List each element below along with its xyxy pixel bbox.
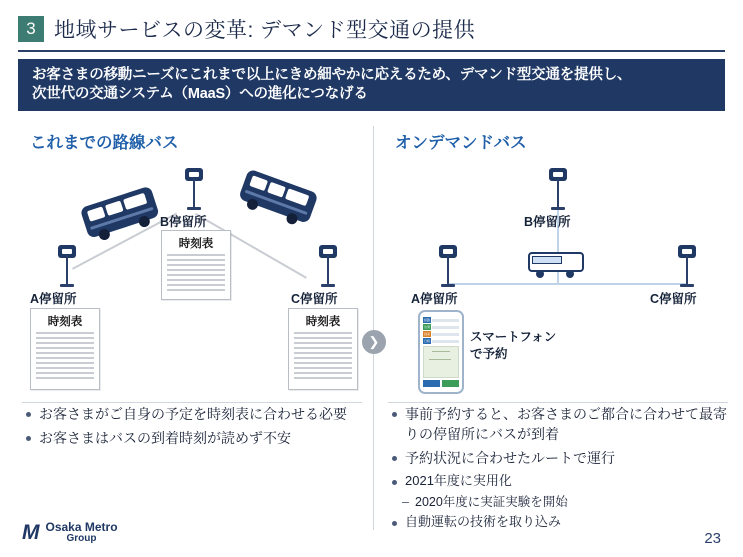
phone-caption-line-2: で予約 (470, 347, 508, 361)
bus-stop-icon-a-left (56, 243, 78, 287)
phone-caption (470, 329, 556, 363)
phone-map-area (423, 346, 459, 378)
right-bullet-panel (388, 404, 728, 535)
left-bullet-panel (22, 404, 362, 452)
bus-icon-1 (80, 186, 163, 247)
phone-tag: 到着 (424, 332, 431, 336)
phone-row (423, 324, 459, 330)
left-panel-divider (22, 402, 362, 403)
list-item: お客さまがご自身の予定を時刻表に合わせる必要 (22, 404, 362, 424)
column-divider (373, 126, 374, 530)
bus-stop-label-c-right: C停留所 (650, 292, 697, 306)
timetable-card-c-left (288, 308, 358, 390)
footer-logo-text (46, 521, 118, 545)
smartphone-screen (423, 317, 459, 387)
title-divider (18, 50, 725, 52)
timetable-title: 時刻表 (178, 238, 214, 250)
right-column-heading: オンデマンドバス (395, 134, 527, 152)
list-item: 2021年度に実用化 (388, 472, 728, 490)
list-item: お客さまはバスの到着時刻が読めず不安 (22, 428, 362, 448)
page-title: 地域サービスの変革: デマンド型交通の提供 (54, 19, 476, 42)
phone-button-secondary (442, 380, 459, 387)
osaka-metro-logo-icon: M (22, 521, 39, 544)
right-sub-bullet-list (388, 494, 728, 511)
right-bullet-list (388, 404, 728, 490)
footer-logo (22, 521, 118, 545)
ondemand-bus-icon (528, 252, 584, 278)
page-number: 23 (704, 530, 721, 547)
timetable-lines (294, 332, 352, 379)
bus-stop-icon-c-left (317, 243, 339, 287)
timetable-card-b-left (161, 230, 231, 300)
sub-list-item: – 2020年度に実証実験を開始 (402, 494, 728, 511)
bus-stop-icon-b-right (547, 166, 569, 210)
right-bullet-list-2 (388, 513, 728, 531)
list-item: 予約状況に合わせたルートで運行 (388, 448, 728, 468)
phone-buttons (423, 380, 459, 387)
chevron-right-icon: ❯ (362, 330, 386, 354)
phone-tag: 出発 (424, 325, 431, 329)
chapter-badge: 3 (18, 16, 44, 42)
bus-stop-label-a-right: A停留所 (411, 292, 458, 306)
slide-header (18, 14, 475, 44)
bus-stop-icon-c-right (676, 243, 698, 287)
left-bullet-list (22, 404, 362, 448)
bus-stop-label-c-left: C停留所 (291, 292, 338, 306)
left-column-heading: これまでの路線バス (30, 134, 179, 152)
ondemand-route-horizontal (447, 283, 687, 285)
timetable-title: 時刻表 (47, 316, 83, 328)
bus-stop-label-a-left: A停留所 (30, 292, 77, 306)
timetable-card-a-left (30, 308, 100, 390)
phone-tag: 日時 (424, 339, 431, 343)
lead-line-1: お客さまの移動ニーズにこれまで以上にきめ細やかに応えるため、デマンド型交通を提供し、 (32, 67, 632, 83)
phone-row (423, 331, 459, 337)
timetable-lines (167, 254, 225, 291)
bus-stop-label-b-right: B停留所 (524, 215, 571, 229)
phone-caption-line-1: スマートフォン (470, 330, 557, 344)
bus-icon-2 (235, 169, 318, 232)
logo-name: Osaka Metro (45, 520, 118, 534)
lead-line-2: 次世代の交通システム（MaaS）への進化につなげる (32, 86, 368, 102)
timetable-lines (36, 332, 94, 379)
list-item: 自動運転の技術を取り込み (388, 513, 728, 531)
lead-message-band (18, 59, 725, 111)
logo-sub: Group (66, 533, 97, 544)
phone-tag: 経路 (424, 318, 431, 322)
phone-button-primary (423, 380, 440, 387)
phone-row (423, 317, 459, 323)
bus-stop-label-b-left: B停留所 (160, 215, 207, 229)
bus-stop-icon-b-left (183, 166, 205, 210)
phone-row (423, 338, 459, 344)
list-item: 事前予約すると、お客さまのご都合に合わせて最寄りの停留所にバスが到着 (388, 404, 728, 444)
right-panel-divider (388, 402, 728, 403)
smartphone-mockup (418, 310, 464, 394)
timetable-title: 時刻表 (305, 316, 341, 328)
bus-stop-icon-a-right (437, 243, 459, 287)
